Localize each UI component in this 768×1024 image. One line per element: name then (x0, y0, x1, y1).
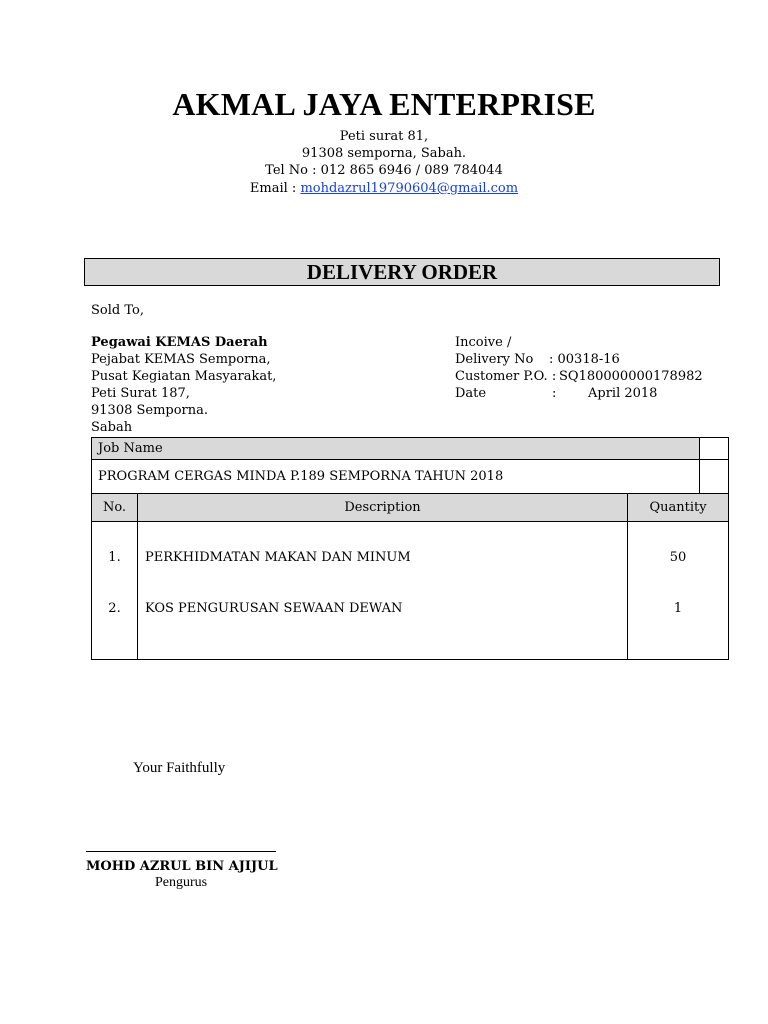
job-name-value: PROGRAM CERGAS MINDA P.189 SEMPORNA TAHUN 2018 (92, 460, 700, 494)
sold-to-label: Sold To, (91, 303, 144, 318)
customer-address-line: 91308 Semporna. (91, 403, 209, 418)
signature-line (86, 851, 276, 852)
customer-address-line: Peti Surat 187, (91, 386, 190, 401)
row-quantity: 1 (628, 574, 729, 624)
empty-cell (92, 624, 138, 660)
table-row-empty (92, 624, 729, 660)
delivery-no-value: : 00318-16 (549, 352, 620, 367)
po-label: Customer P.O. : (455, 369, 557, 384)
date-value: April 2018 (588, 386, 658, 401)
delivery-no-label: Delivery No (455, 352, 534, 367)
customer-name: Pegawai KEMAS Daerah (91, 335, 268, 350)
address-line-1: Peti surat 81, (339, 129, 429, 144)
row-number: 1. (92, 522, 138, 574)
table-row (92, 574, 729, 624)
row-quantity: 50 (628, 522, 729, 574)
customer-address-line: Pejabat KEMAS Semporna, (91, 352, 271, 367)
column-header-no: No. (92, 494, 138, 522)
company-name: AKMAL JAYA ENTERPRISE (172, 86, 596, 122)
invoice-label: Incoive / (455, 335, 512, 350)
closing-text: Your Faithfully (133, 760, 226, 776)
job-name-spacer (700, 460, 729, 494)
signatory-name: MOHD AZRUL BIN AJIJUL (86, 859, 278, 874)
date-separator: : (552, 386, 557, 401)
customer-address-line: Sabah (91, 420, 133, 435)
empty-cell (628, 624, 729, 660)
telephone: Tel No : 012 865 6946 / 089 784044 (265, 163, 503, 178)
row-description: PERKHIDMATAN MAKAN DAN MINUM (138, 522, 628, 574)
row-number: 2. (92, 574, 138, 624)
address-line-2: 91308 semporna, Sabah. (301, 146, 467, 161)
customer-address-line: Pusat Kegiatan Masyarakat, (91, 369, 277, 384)
signatory-title: Pengurus (154, 875, 208, 890)
items-table (91, 493, 729, 660)
document-title: DELIVERY ORDER (84, 258, 720, 286)
column-header-quantity: Quantity (628, 494, 729, 522)
email-link[interactable]: mohdazrul19790604@gmail.com (300, 181, 519, 196)
empty-cell (138, 624, 628, 660)
table-row (92, 522, 729, 574)
job-name-spacer (700, 438, 729, 460)
email-line (0, 180, 768, 197)
po-value: SQ180000000178982 (559, 369, 703, 384)
date-label: Date (455, 386, 487, 401)
email-label: Email : (249, 181, 301, 196)
row-description: KOS PENGURUSAN SEWAAN DEWAN (138, 574, 628, 624)
job-name-label: Job Name (92, 438, 700, 460)
column-header-description: Description (138, 494, 628, 522)
job-name-table (91, 437, 729, 494)
